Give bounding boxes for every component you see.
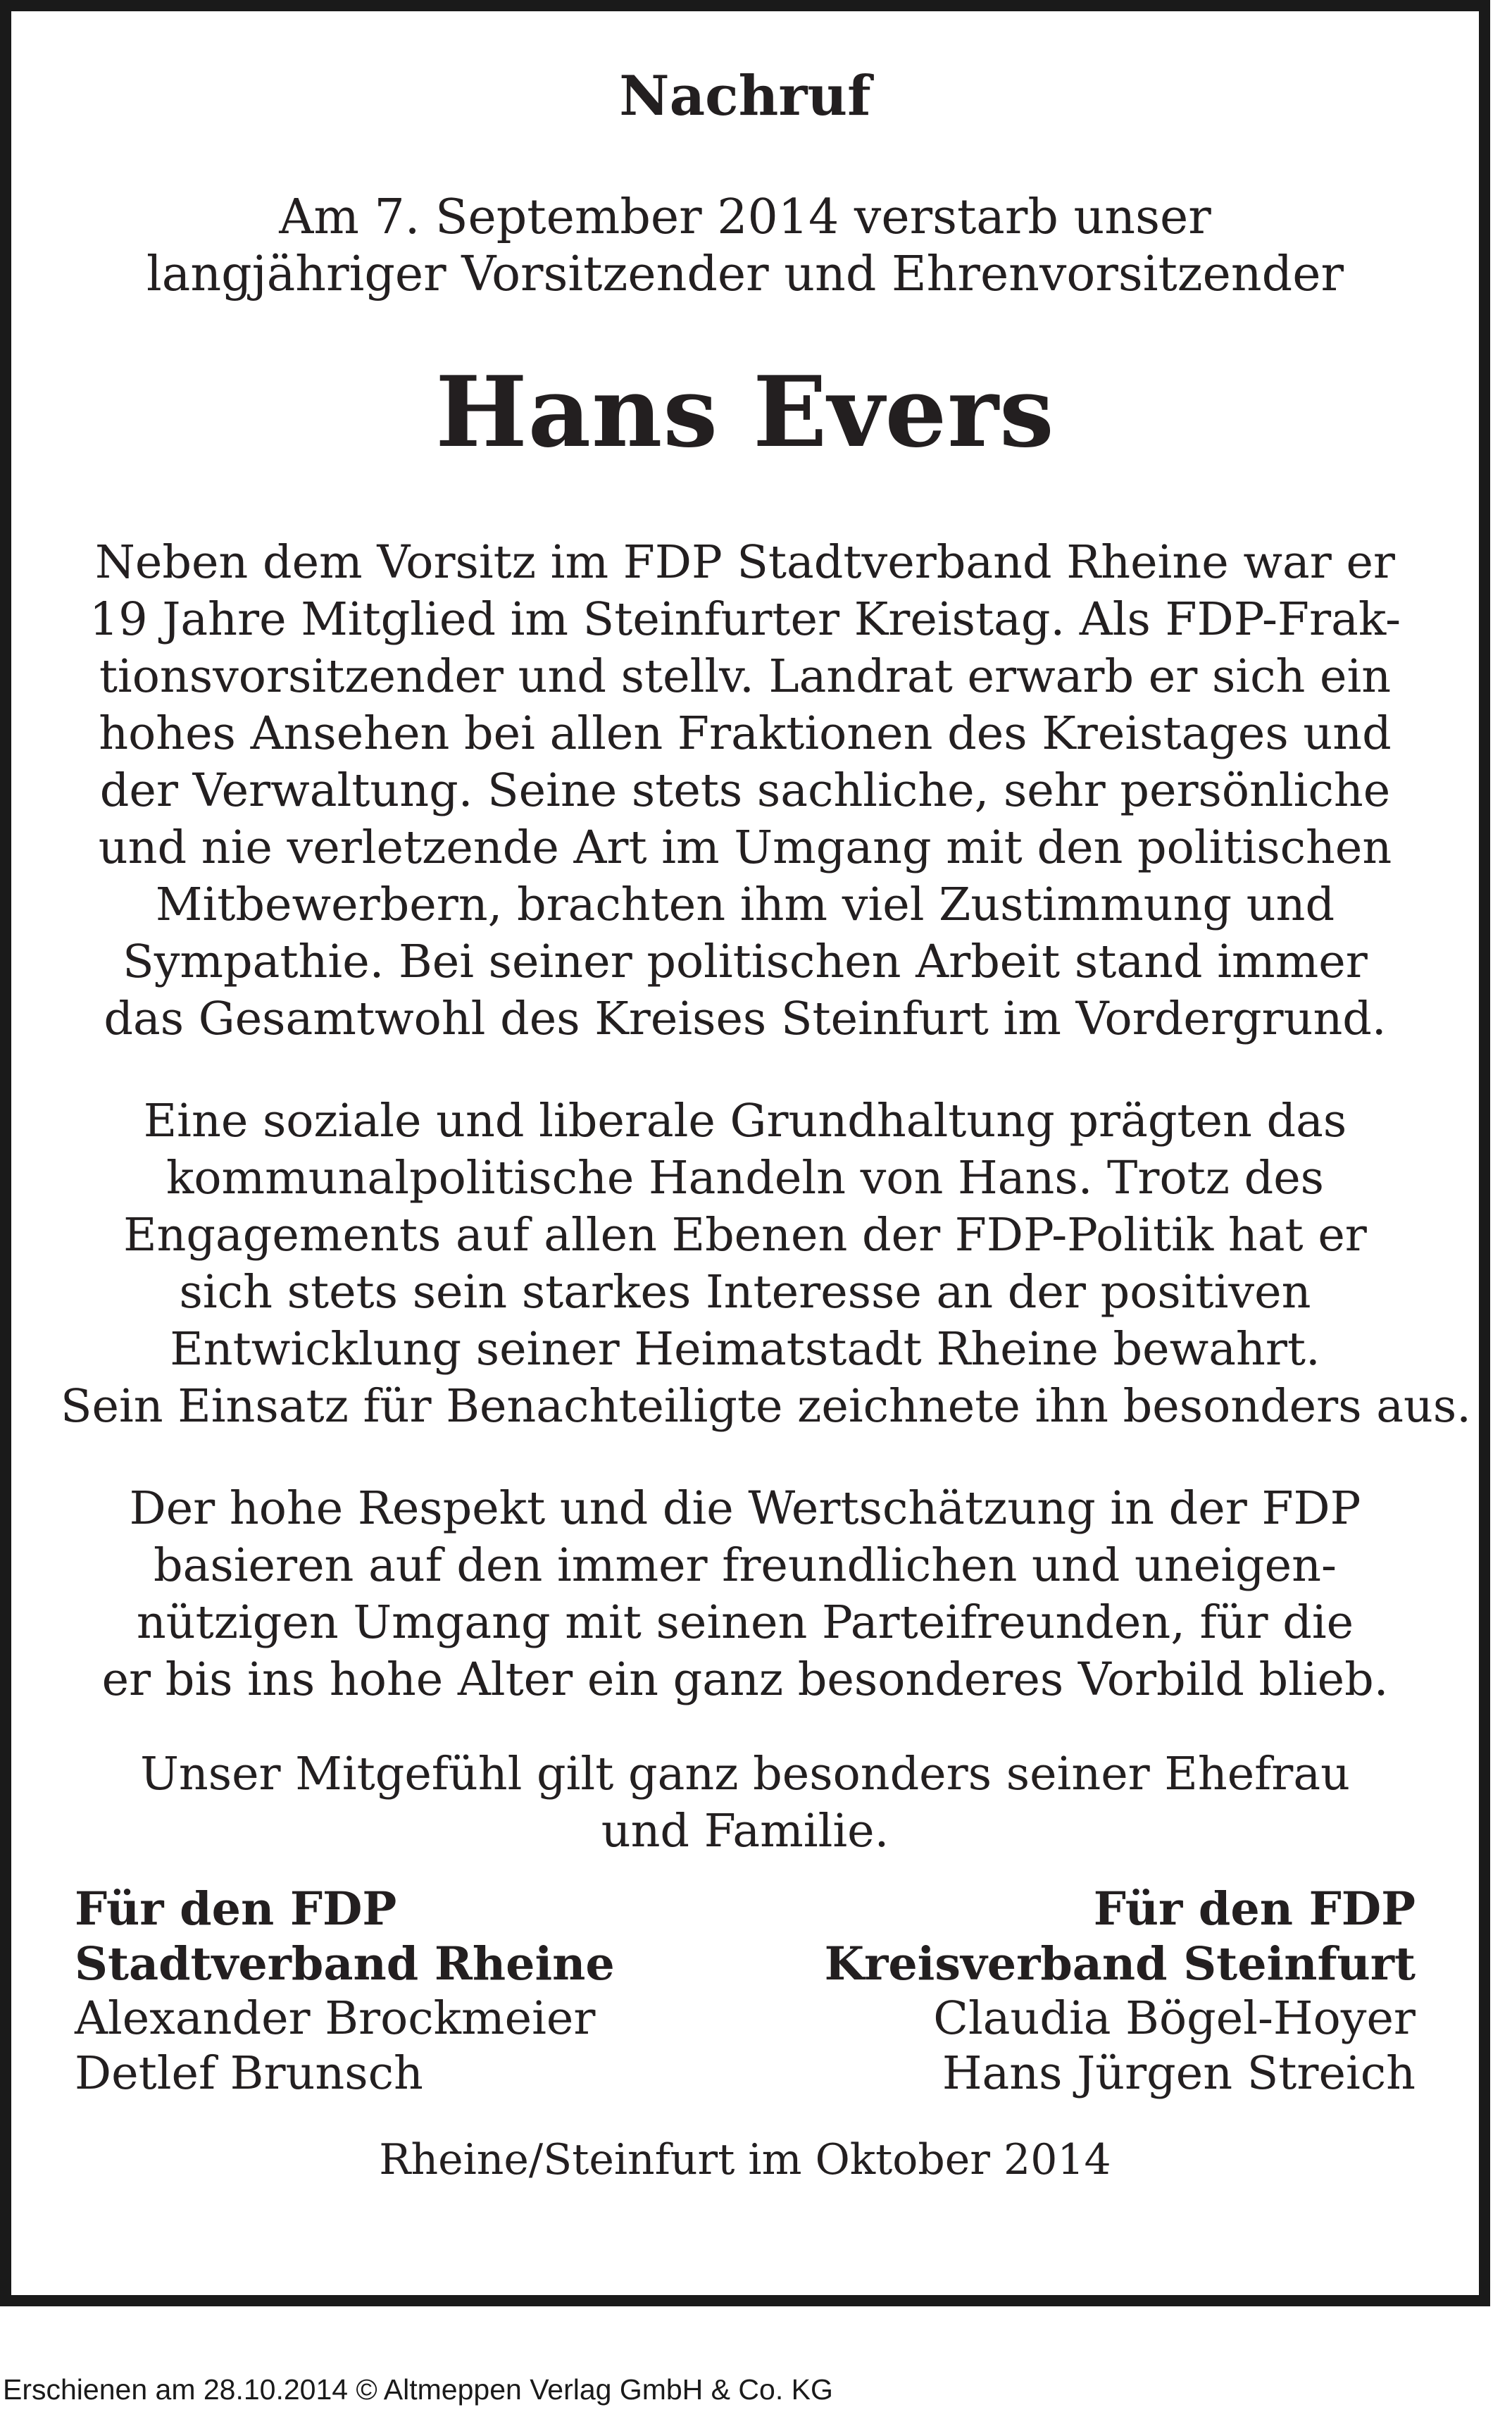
paragraph-line: Der hohe Respekt und die Wertschätzung in der FDP bbox=[129, 1482, 1361, 1535]
paragraph-line: der Verwaltung. Seine stets sachliche, sehr persönliche bbox=[99, 764, 1391, 817]
place-date-line: Rheine/Steinfurt im Oktober 2014 bbox=[379, 2135, 1111, 2184]
signature-block-left bbox=[75, 1882, 615, 2101]
paragraph-line: und nie verletzende Art im Umgang mit den politischen bbox=[98, 821, 1392, 874]
paragraph-line: Engagements auf allen Ebenen der FDP-Politik hat er bbox=[123, 1209, 1367, 1262]
deceased-name: Hans Evers bbox=[435, 354, 1055, 469]
paragraph-line: Neben dem Vorsitz im FDP Stadtverband Rheine war er bbox=[95, 536, 1395, 589]
paragraph-line: tionsvorsitzender und stellv. Landrat erwarb er sich ein bbox=[99, 650, 1392, 703]
paragraph-line: und Familie. bbox=[601, 1805, 889, 1858]
paragraph-line: Mitbewerbern, brachten ihm viel Zustimmung und bbox=[155, 878, 1335, 931]
signatory-name: Alexander Brockmeier bbox=[75, 1992, 596, 2045]
intro-line: langjähriger Vorsitzender und Ehrenvorsitzender bbox=[146, 247, 1344, 302]
intro-text bbox=[61, 189, 1430, 303]
paragraph-respect bbox=[61, 1480, 1430, 1708]
paragraph-career bbox=[61, 534, 1430, 1048]
paragraph-line: Unser Mitgefühl gilt ganz besonders seiner Ehefrau bbox=[140, 1748, 1350, 1801]
paragraph-line: hohes Ansehen bei allen Fraktionen des Kreistages und bbox=[99, 707, 1392, 760]
paragraph-line: basieren auf den immer freundlichen und uneigen- bbox=[154, 1539, 1337, 1592]
signature-heading: Kreisverband Steinfurt bbox=[824, 1937, 1416, 1991]
paragraph-line: das Gesamtwohl des Kreises Steinfurt im Vordergrund. bbox=[104, 993, 1387, 1045]
paragraph-values bbox=[61, 1093, 1471, 1435]
signature-block-right bbox=[825, 1882, 1416, 2101]
notice-title: Nachruf bbox=[619, 64, 871, 128]
paragraph-line: Entwicklung seiner Heimatstadt Rheine bewahrt. bbox=[170, 1323, 1320, 1376]
signatory-name: Detlef Brunsch bbox=[75, 2047, 423, 2100]
paragraph-line: kommunalpolitische Handeln von Hans. Trotz des bbox=[165, 1152, 1325, 1205]
signature-heading: Für den FDP bbox=[1093, 1882, 1416, 1936]
intro-line: Am 7. September 2014 verstarb unser bbox=[279, 189, 1211, 245]
signatory-name: Claudia Bögel-Hoyer bbox=[933, 1992, 1416, 2045]
paragraph-line: 19 Jahre Mitglied im Steinfurter Kreistag. Als FDP-Frak- bbox=[89, 593, 1401, 646]
paragraph-line: sich stets sein starkes Interesse an der positiven bbox=[179, 1266, 1311, 1319]
paragraph-line: nützigen Umgang mit seinen Parteifreunden, für die bbox=[136, 1596, 1354, 1649]
paragraph-line: Sein Einsatz für Benachteiligte zeichnete ihn besonders aus. bbox=[61, 1380, 1471, 1433]
paragraph-line: Sympathie. Bei seiner politischen Arbeit stand immer bbox=[123, 935, 1368, 988]
paragraph-line: er bis ins hohe Alter ein ganz besonderes Vorbild blieb. bbox=[101, 1653, 1389, 1706]
paragraph-condolence bbox=[61, 1746, 1430, 1860]
signature-heading: Stadtverband Rheine bbox=[75, 1937, 615, 1991]
publication-footer: Erschienen am 28.10.2014 © Altmeppen Verlag GmbH & Co. KG bbox=[3, 2373, 833, 2406]
signature-heading: Für den FDP bbox=[75, 1882, 397, 1936]
signatory-name: Hans Jürgen Streich bbox=[942, 2047, 1416, 2100]
paragraph-line: Eine soziale und liberale Grundhaltung prägten das bbox=[143, 1095, 1347, 1148]
